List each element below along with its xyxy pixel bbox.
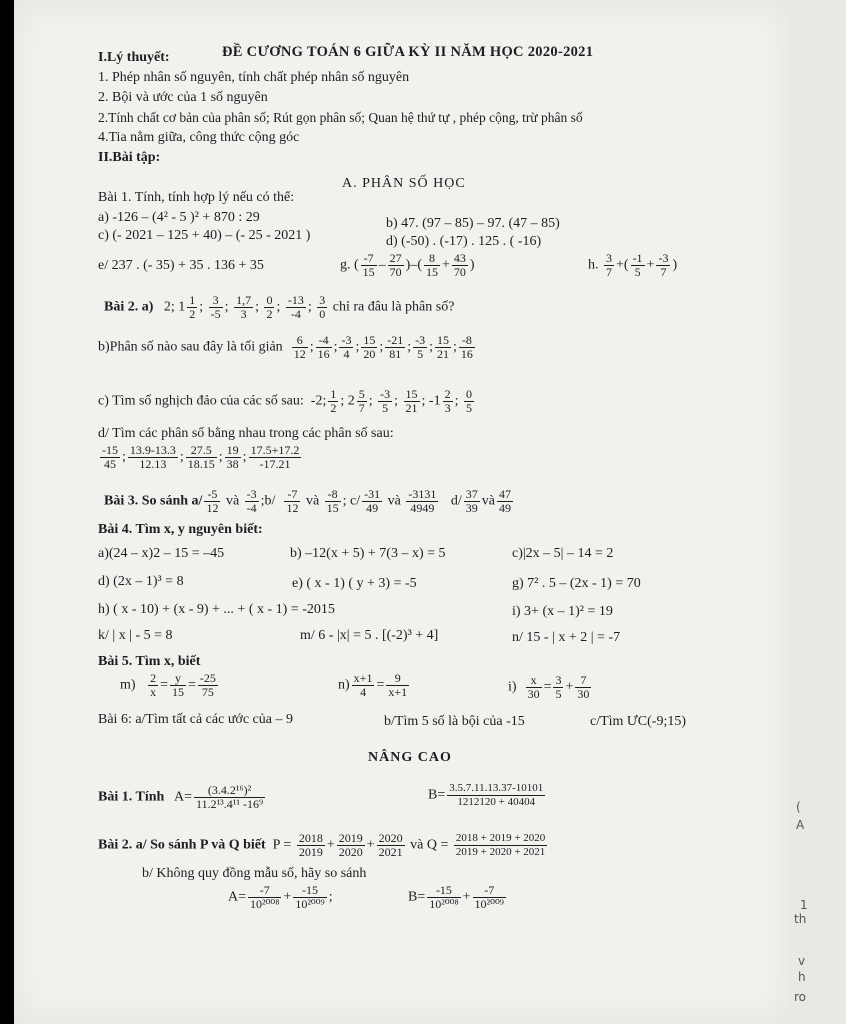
section-heading: A. PHÂN SỐ HỌC [342, 176, 466, 191]
fraction: $\frac{\text{(3.4.2¹⁶)²}}{\text{11.2¹³.4¹¹ -16⁹}}$ [196, 783, 264, 811]
exercise-2d: d/ Tìm các phân số bằng nhau trong các phân số sau: [98, 426, 394, 441]
fraction: $\frac{-15}{\text{10²⁰⁰⁸}}$ [429, 883, 459, 911]
fraction: $\frac{2}{x}$ [150, 671, 157, 699]
theory-item: 4.Tia nằm giữa, công thức cộng góc [98, 130, 300, 145]
exercise-1a: a) -126 – (4² - 5 )² + 870 : 29 [98, 210, 260, 225]
document-title: ĐỀ CƯƠNG TOÁN 6 GIỮA KỲ II NĂM HỌC 2020-2021 [222, 44, 594, 60]
fraction: $\frac{37}{39}$ [465, 487, 478, 515]
exercise-4n: n/ 15 - | x + 2 | = -7 [512, 630, 621, 645]
exercise-4a: a)(24 – x)2 – 15 = –45 [98, 546, 225, 561]
fraction: $\frac{19}{38}$ [226, 443, 239, 471]
fraction: $\frac{-4}{16}$ [317, 333, 330, 361]
fraction: $\frac{13.9-13.3}{12.13}$ [129, 443, 176, 471]
exercise-4c: c)|2x – 5| – 14 = 2 [512, 546, 614, 561]
fraction: $\frac{-8}{15}$ [326, 487, 339, 515]
edge-mark: v [798, 954, 806, 968]
fraction: $\frac{2018 + 2019 + 2020}{2019 + 2020 + 2021}$ [455, 832, 546, 858]
fraction: $\frac{17.5+17.2}{-17.21}$ [250, 443, 300, 471]
fraction: $\frac{-5}{12}$ [206, 487, 219, 515]
edge-mark: ( [796, 800, 801, 814]
fraction: $\frac{3}{5}$ [555, 673, 562, 701]
exercise-4d: d) (2x – 1)³ = 8 [98, 574, 184, 589]
fraction: $\frac{-15}{\text{10²⁰⁰⁹}}$ [295, 883, 325, 911]
advanced-exercise-1-b: B= $\frac{3.5.7.11.13.37-10101}{1212120 + 40404}$ [428, 782, 544, 808]
advanced-exercise-2b-a: A= $\frac{-7}{\text{10²⁰⁰⁸}}$ + $\frac{-15}{\text{10²⁰⁰⁹}}$ ; [228, 883, 333, 911]
exercise-6c: c/Tìm ƯC(-9;15) [590, 714, 687, 729]
exercise-4m: m/ 6 - |x| = 5 . [(-2)³ + 4] [300, 628, 439, 643]
exercise-1b: b) 47. (97 – 85) – 97. (47 – 85) [386, 216, 560, 231]
fraction: $\frac{5}{7}$ [358, 387, 365, 415]
fraction: $\frac{2018}{2019}$ [298, 831, 323, 859]
exercise-1h: h. $\frac{3}{7}$ +( $\frac{-1}{5}$ + $\frac{-3}{7}$ ) [588, 251, 678, 279]
exercise-3: Bài 3. So sánh a/ $\frac{-5}{12}$ và $\frac{-3}{-4}$ ;b/ $\frac{-7}{12}$ và $\frac{-8}{15}$ ; c/ $\frac{-31}{49}$ và $\frac{-3131}{4949}$ d/ $\frac{37}{39}$ và $\frac{47}{49}$ [104, 487, 511, 515]
fraction: $\frac{-7}{12}$ [286, 487, 299, 515]
fraction: $\frac{-31}{49}$ [364, 487, 381, 515]
fraction: $\frac{-7}{15}$ [362, 251, 375, 279]
fraction: $\frac{2}{3}$ [444, 387, 451, 415]
fraction: $\frac{x}{30}$ [527, 673, 540, 701]
fraction: $\frac{-3}{-4}$ [246, 487, 257, 515]
fraction: $\frac{0}{2}$ [266, 293, 273, 321]
fraction: $\frac{0}{5}$ [465, 387, 472, 415]
fraction: $\frac{-3}{5}$ [415, 333, 426, 361]
theory-item: 1. Phép nhân số nguyên, tính chất phép nhân số nguyên [98, 70, 410, 85]
fraction: $\frac{27.5}{18.15}$ [187, 443, 215, 471]
fraction: $\frac{27}{70}$ [389, 251, 402, 279]
edge-mark: th [794, 912, 807, 926]
exercise-4h: h) ( x - 10) + (x - 9) + ... + ( x - 1) = -2015 [98, 602, 335, 617]
fraction: $\frac{-15}{45}$ [102, 443, 118, 471]
exercise-1e: e/ 237 . (- 35) + 35 . 136 + 35 [98, 258, 264, 273]
exercise-6b: b/Tìm 5 số là bội của -15 [384, 714, 525, 729]
fraction: $\frac{9}{x+1}$ [388, 671, 408, 699]
advanced-exercise-2b: b/ Không quy đồng mẫu số, hãy so sánh [142, 866, 367, 881]
exercise-5i: i) $\frac{x}{30}$ = $\frac{3}{5}$ + $\frac{7}{30}$ [508, 673, 590, 701]
exercise-1c: c) (- 2021 – 125 + 40) – (- 25 - 2021 ) [98, 228, 311, 243]
edge-mark: ro [794, 990, 807, 1004]
fraction: $\frac{1}{2}$ [330, 387, 337, 415]
fraction: $\frac{3.5.7.11.13.37-10101}{1212120 + 40404}$ [449, 782, 544, 808]
exercise-2b: b)Phân số nào sau đây là tối giản $\frac{6}{12}$ ; $\frac{-4}{16}$ ; $\frac{-3}{4}$ ; $\frac{15}{20}$ ; $\frac{-21}{81}$ ; $\frac{-3}{5}$ ; $\frac{15}{21}$ ; $\frac{-8}{16}$ [98, 333, 473, 361]
advanced-exercise-1: Bài 1. Tính A= $\frac{\text{(3.4.2¹⁶)²}}{\text{11.2¹³.4¹¹ -16⁹}}$ [98, 783, 264, 811]
advanced-section-heading: NÂNG CAO [368, 750, 452, 765]
fraction: $\frac{43}{70}$ [453, 251, 466, 279]
fraction: $\frac{-7}{\text{10²⁰⁰⁹}}$ [474, 883, 504, 911]
exercise-4-title: Bài 4. Tìm x, y nguyên biết: [98, 522, 263, 537]
fraction: $\frac{-1}{5}$ [632, 251, 643, 279]
fraction: $\frac{x+1}{4}$ [353, 671, 373, 699]
exercise-2c: c) Tìm số nghịch đảo của các số sau: -2; $\frac{1}{2}$ ; 2 $\frac{5}{7}$ ; $\frac{-3}{5}$ ; $\frac{15}{21}$ ; -1 $\frac{2}{3}$ ; $\frac{0}{5}$ [98, 387, 472, 415]
fraction: $\frac{-3}{5}$ [380, 387, 391, 415]
fraction: $\frac{-3}{4}$ [341, 333, 352, 361]
edge-mark: h [798, 970, 806, 984]
theory-heading: I.Lý thuyết: [98, 50, 170, 65]
exercise-4k: k/ | x | - 5 = 8 [98, 628, 173, 643]
fraction: $\frac{15}{21}$ [405, 387, 418, 415]
exercise-1g: g. ( $\frac{-7}{15}$ – $\frac{27}{70}$ )–( $\frac{8}{15}$ + $\frac{43}{70}$ ) [340, 251, 475, 279]
fraction: $\frac{3}{-5}$ [210, 293, 221, 321]
theory-item: 2. Bội và ước của 1 số nguyên [98, 90, 268, 105]
fraction: $\frac{-3}{7}$ [658, 251, 669, 279]
fraction: $\frac{2019}{2020}$ [338, 831, 363, 859]
fraction: $\frac{7}{30}$ [577, 673, 590, 701]
fraction: $\frac{47}{49}$ [498, 487, 511, 515]
theory-item: 2.Tính chất cơ bản của phân số; Rút gọn phân số; Quan hệ thứ tự , phép cộng, trừ phân số [98, 110, 583, 125]
exercise-4g: g) 7² . 5 – (2x - 1) = 70 [512, 576, 641, 591]
adjacent-page-edge [790, 0, 846, 1024]
exercise-2d-fractions: $\frac{-15}{45}$ ; $\frac{13.9-13.3}{12.13}$ ; $\frac{27.5}{18.15}$ ; $\frac{19}{38}$ ; $\frac{17.5+17.2}{-17.21}$ [102, 443, 300, 471]
exercise-1d: d) (-50) . (-17) . 125 . ( -16) [386, 234, 542, 249]
fraction: $\frac{15}{20}$ [363, 333, 376, 361]
fraction: $\frac{8}{15}$ [426, 251, 438, 279]
exercise-5m: m) $\frac{2}{x}$ = $\frac{y}{15}$ = $\frac{-25}{75}$ [120, 671, 216, 699]
edge-mark: A [796, 818, 805, 832]
fraction: $\frac{2020}{2021}$ [378, 831, 403, 859]
fraction: $\frac{15}{21}$ [437, 333, 450, 361]
exercise-2a: Bài 2. a) 2; 1 $\frac{1}{2}$ ; $\frac{3}{-5}$ ; $\frac{1,7}{3}$ ; $\frac{0}{2}$ ; $\frac{-13}{-4}$ ; $\frac{3}{0}$ chỉ ra đâu là phân số? [104, 293, 455, 321]
exercise-5n: n) $\frac{x+1}{4}$ = $\frac{9}{x+1}$ [338, 671, 408, 699]
fraction: $\frac{-21}{81}$ [387, 333, 404, 361]
fraction: $\frac{1,7}{3}$ [236, 293, 252, 321]
fraction: $\frac{y}{15}$ [171, 671, 184, 699]
exercise-4b: b) –12(x + 5) + 7(3 – x) = 5 [290, 546, 446, 561]
edge-mark: 1 [800, 898, 808, 912]
exercise-heading: II.Bài tập: [98, 150, 161, 165]
advanced-exercise-2a: Bài 2. a/ So sánh P và Q biết P = $\frac{2018}{2019}$ + $\frac{2019}{2020}$ + $\frac{2020}{2021}$ và Q = $\frac{2018 + 2019 + 2020}{2019 + 2020 + 2021}$ [98, 831, 546, 859]
fraction: $\frac{-8}{16}$ [460, 333, 473, 361]
exercise-6a: Bài 6: a/Tìm tất cả các ước của – 9 [98, 712, 293, 727]
fraction: $\frac{6}{12}$ [293, 333, 306, 361]
advanced-exercise-2b-b: B= $\frac{-15}{\text{10²⁰⁰⁸}}$ + $\frac{-7}{\text{10²⁰⁰⁹}}$ [408, 883, 504, 911]
fraction: $\frac{-7}{\text{10²⁰⁰⁸}}$ [250, 883, 280, 911]
fraction: $\frac{3}{7}$ [606, 251, 612, 279]
fraction: $\frac{-3131}{4949}$ [408, 487, 437, 515]
exercise-4i: i) 3+ (x – 1)² = 19 [512, 604, 613, 619]
exercise-5-title: Bài 5. Tìm x, biết [98, 654, 201, 669]
fraction: $\frac{3}{0}$ [319, 293, 326, 321]
fraction: $\frac{1}{2}$ [189, 293, 196, 321]
exercise-1-title: Bài 1. Tính, tính hợp lý nếu có thể: [98, 190, 295, 205]
exercise-4e: e) ( x - 1) ( y + 3) = -5 [292, 576, 417, 591]
fraction: $\frac{-25}{75}$ [199, 671, 216, 699]
fraction: $\frac{-13}{-4}$ [287, 293, 304, 321]
